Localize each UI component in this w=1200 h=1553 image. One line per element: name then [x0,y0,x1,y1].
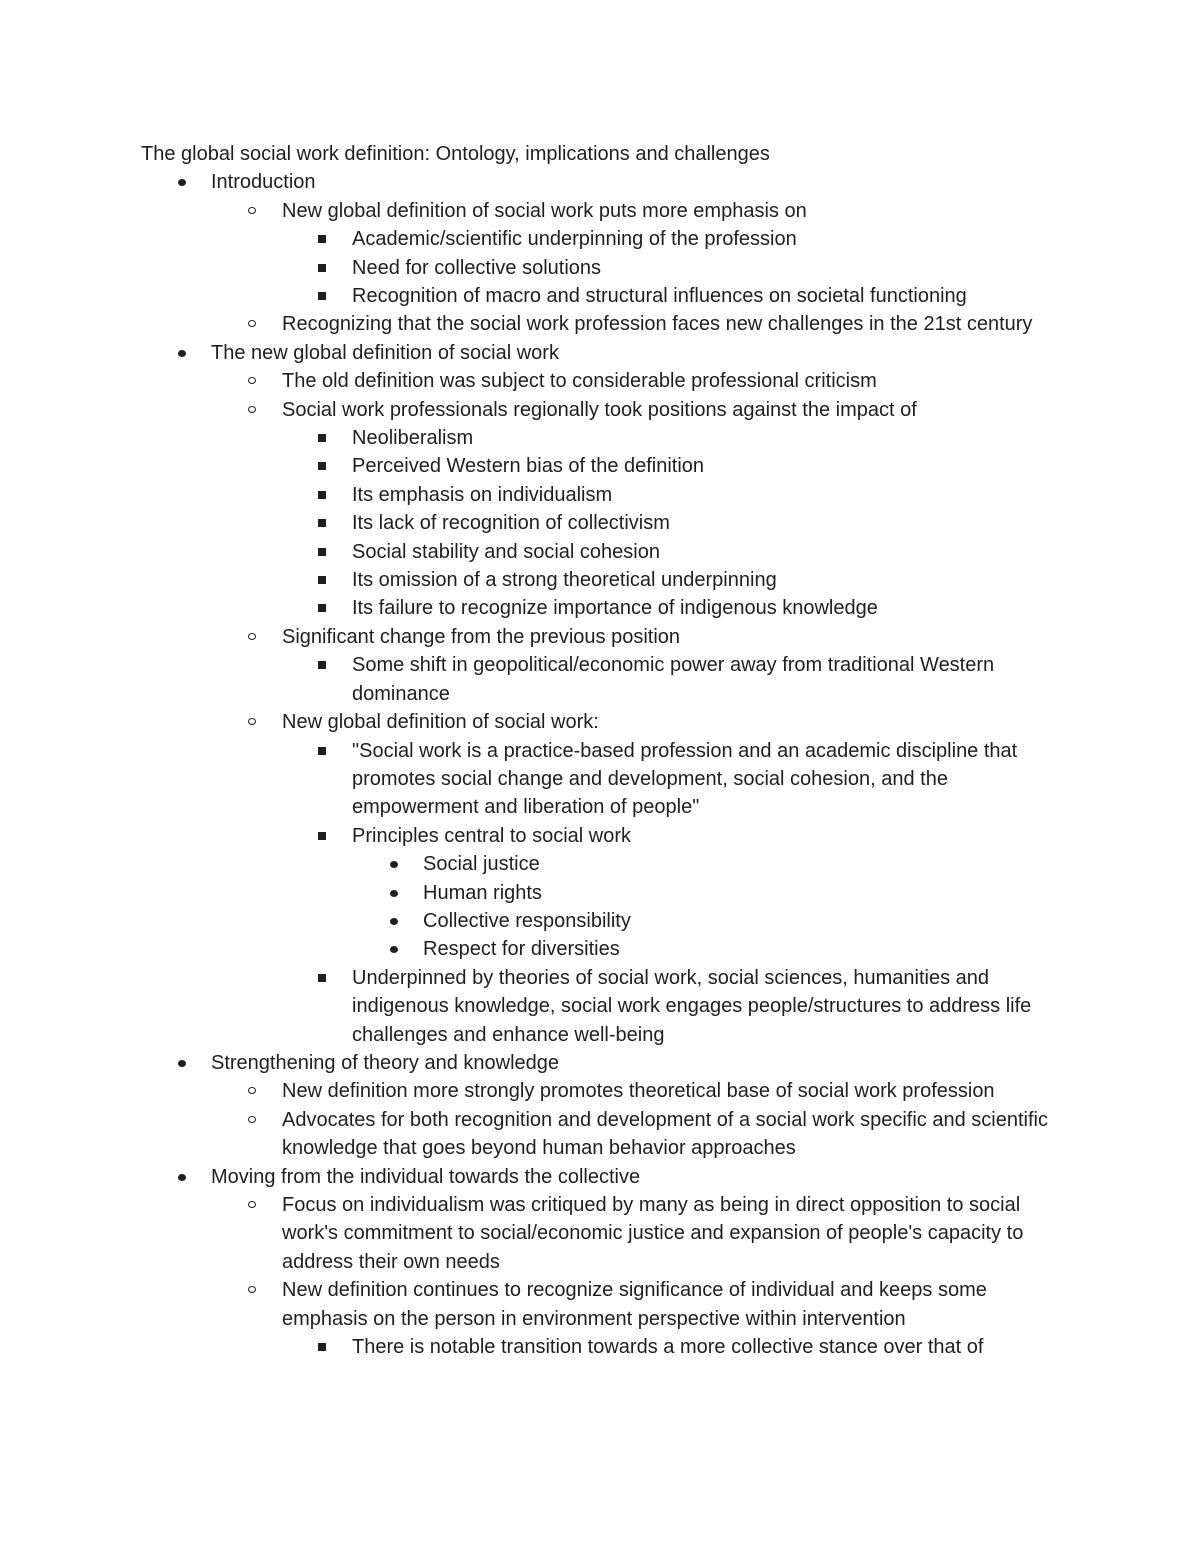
outline-item-level-3 [0,964,1064,1049]
outline-item-level-3 [0,822,1064,850]
outline-item-text: Human rights [423,881,542,904]
outline-item-level-3 [0,594,1064,622]
filled-circle-bullet [178,350,186,357]
outline-item-text: Its failure to recognize importance of indigenous knowledge [352,597,878,620]
outline-item-text: Perceived Western bias of the definition [352,455,705,478]
outline-item-level-3 [0,538,1064,566]
outline-item-level-2 [0,708,1062,736]
filled-circle-bullet [390,861,398,868]
filled-circle-bullet [178,1060,186,1067]
outline-item-level-1 [0,1163,1071,1191]
filled-circle-bullet [390,918,398,925]
outline-item-level-3 [0,481,1064,509]
filled-square-bullet [318,235,326,243]
outline-item-level-2 [0,1191,1062,1276]
outline-item-level-2 [0,1276,1062,1333]
filled-circle-bullet [178,1174,186,1181]
outline-item-text: Social stability and social cohesion [352,540,660,563]
filled-square-bullet [318,548,326,556]
filled-square-bullet [318,292,326,300]
filled-square-bullet [318,519,326,527]
hollow-circle-bullet [248,406,256,413]
filled-square-bullet [318,974,326,982]
outline-item-text: Focus on individualism was critiqued by many as being in direct opposition to social work's commitment to social/economic justice and expansion of people's capacity to address their own needs [282,1194,1024,1273]
hollow-circle-bullet [248,1201,256,1208]
outline-item-text: Need for collective solutions [352,256,602,279]
filled-square-bullet [318,1343,326,1351]
outline-item-text: There is notable transition towards a more collective stance over that of [352,1336,984,1359]
outline-item-text: Significant change from the previous position [282,625,681,648]
outline-item-level-2 [0,1106,1062,1163]
outline-item-text: New global definition of social work: [282,711,599,734]
outline-item-level-4 [0,879,1063,907]
outline-item-level-3 [0,424,1064,452]
filled-square-bullet [318,576,326,584]
outline-item-text: Collective responsibility [423,909,631,932]
outline-item-text: Recognition of macro and structural influences on societal functioning [352,285,967,308]
outline-item-level-3 [0,1333,1064,1361]
notes-outline [0,168,1200,1361]
outline-item-level-4 [0,935,1063,963]
outline-item-text: Advocates for both recognition and development of a social work specific and scientific knowledge that goes beyond human behavior approaches [282,1108,1048,1160]
filled-square-bullet [318,604,326,612]
outline-item-text: Academic/scientific underpinning of the profession [352,228,797,251]
outline-item-text: New definition more strongly promotes theoretical base of social work profession [282,1080,995,1103]
outline-item-level-1 [0,1049,1071,1077]
outline-item-text: Social justice [423,853,540,876]
outline-item-level-4 [0,850,1063,878]
hollow-circle-bullet [248,207,256,214]
outline-item-level-3 [0,509,1064,537]
outline-item-level-3 [0,452,1064,480]
outline-item-level-3 [0,254,1064,282]
outline-item-text: Principles central to social work [352,824,631,847]
outline-item-text: Its omission of a strong theoretical underpinning [352,569,777,592]
outline-item-level-2 [0,396,1062,424]
outline-item-text: New global definition of social work puts more emphasis on [282,199,807,222]
outline-item-text: Recognizing that the social work profession faces new challenges in the 21st century [282,313,1033,336]
hollow-circle-bullet [248,718,256,725]
filled-square-bullet [318,264,326,272]
hollow-circle-bullet [248,633,256,640]
outline-item-text: Introduction [211,171,316,194]
outline-item-text: Social work professionals regionally took positions against the impact of [282,398,917,421]
outline-item-text: Its lack of recognition of collectivism [352,512,670,535]
hollow-circle-bullet [248,377,256,384]
outline-item-text: Its emphasis on individualism [352,483,613,506]
outline-item-text: Respect for diversities [423,938,620,961]
outline-item-level-2 [0,367,1062,395]
outline-item-text: Strengthening of theory and knowledge [211,1051,560,1074]
filled-square-bullet [318,661,326,669]
outline-item-text: Neoliberalism [352,427,474,450]
outline-item-level-3 [0,737,1064,822]
outline-item-text: The old definition was subject to considerable professional criticism [282,370,877,393]
filled-circle-bullet [390,890,398,897]
filled-square-bullet [318,462,326,470]
outline-item-text: "Social work is a practice-based profession and an academic discipline that promotes social change and development, social cohesion, and the empowerment and liberation of people" [352,739,1018,819]
document-title: The global social work definition: Ontology, implications and challenges [141,143,770,165]
outline-item-level-2 [0,1077,1062,1105]
outline-item-text: Moving from the individual towards the collective [211,1165,641,1188]
outline-item-text: The new global definition of social work [211,341,559,364]
outline-item-text: Underpinned by theories of social work, social sciences, humanities and indigenous knowledge, social work engages people/structures to address life challenges and enhance well-being [352,966,1032,1046]
filled-square-bullet [318,747,326,755]
outline-item-level-3 [0,651,1064,708]
outline-item-text: New definition continues to recognize significance of individual and keeps some emphasis on the person in environment perspective within intervention [282,1279,987,1330]
hollow-circle-bullet [248,1116,256,1123]
outline-item-level-1 [0,339,1071,367]
outline-item-level-3 [0,566,1064,594]
filled-circle-bullet [178,179,186,186]
outline-item-text: Some shift in geopolitical/economic power away from traditional Western dominance [352,654,995,705]
filled-square-bullet [318,434,326,442]
hollow-circle-bullet [248,320,256,327]
outline-item-level-2 [0,310,1062,338]
outline-item-level-2 [0,623,1062,651]
hollow-circle-bullet [248,1087,256,1094]
outline-item-level-1 [0,168,1071,196]
outline-item-level-4 [0,907,1063,935]
outline-item-level-3 [0,225,1064,253]
outline-item-level-2 [0,197,1062,225]
filled-square-bullet [318,491,326,499]
filled-circle-bullet [390,946,398,953]
hollow-circle-bullet [248,1286,256,1293]
outline-item-level-3 [0,282,1064,310]
filled-square-bullet [318,832,326,840]
